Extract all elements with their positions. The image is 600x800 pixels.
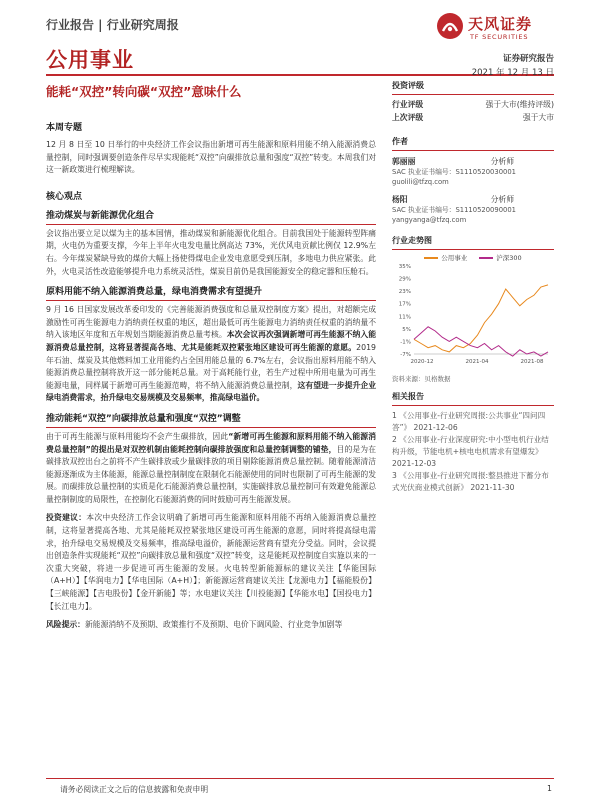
related-report-item[interactable] xyxy=(392,470,554,494)
author-name: 杨阳 xyxy=(392,195,408,204)
y-tick-label: 11% xyxy=(398,314,411,321)
industry-rating-row xyxy=(392,98,554,111)
trend-chart-title: 行业走势图 xyxy=(392,235,554,250)
main-column xyxy=(46,120,376,632)
industry-rating-value: 强于大市(维持评级) xyxy=(485,100,554,109)
y-tick-label: 17% xyxy=(398,301,411,308)
chart-source: 资料来源：贝格数据 xyxy=(392,375,451,383)
section1-divider xyxy=(46,224,376,225)
report-date: 2021 年 12 月 13 日 xyxy=(471,68,554,78)
disclaimer-note: 请务必阅读正文之后的信息披露和免责申明 xyxy=(60,785,209,794)
section2-divider xyxy=(46,300,376,301)
related-list xyxy=(392,410,554,494)
section2-text-c: 2019 年石油、煤炭及其他燃料加工业用能约占全国用能总量的 6.7%左右，会议指出原料用能不纳入能源消费总量控制将放开这一部分能耗总量。对于高耗能行业，若生产过程中所用电量为可再生能源电量，同样属于新增可再生能源范畴，将不纳入能源消费总量控制， xyxy=(46,342,376,390)
page-header xyxy=(46,12,554,74)
y-tick-label: 35% xyxy=(398,264,411,270)
x-tick-label: 2020-12 xyxy=(410,359,434,365)
author-entry xyxy=(392,156,554,187)
related-report-item[interactable] xyxy=(392,410,554,434)
legend-item xyxy=(479,253,521,262)
related-index: 1 xyxy=(392,411,397,420)
industry-rating-label: 行业评级 xyxy=(392,100,424,109)
logo-text-cn: 天风证券 xyxy=(468,15,533,33)
logo-text-en: TF SECURITIES xyxy=(470,33,529,41)
logo-mark-icon xyxy=(436,12,464,40)
related-text: 《公用事业-行业研究周报:整县推进下蓄分布式光伏商业模式创新》 2021-11-30 xyxy=(392,471,549,492)
section1-title: 推动煤炭与新能源优化组合 xyxy=(46,210,155,221)
risk-warning xyxy=(46,619,376,632)
previous-rating-row xyxy=(392,111,554,124)
section2-text-d: 这有望进一步提升企业绿电消费需求，抬升绿电交易规模及交易频率，推高绿电溢价。 xyxy=(46,380,377,403)
report-headline: 能耗“双控”转向碳“双控”意味什么 xyxy=(46,84,242,99)
author-sac: SAC 执业证书编号：S1110520030001 xyxy=(392,168,516,176)
y-tick-label: -1% xyxy=(400,339,411,346)
investment-advice-title: 投资建议： xyxy=(46,513,87,523)
weekly-topic-body: 12 月 8 日至 10 日举行的中央经济工作会议指出新增可再生能源和原料用能不纳入能源消费总量控制，同时强调要创造条件尽早实现能耗“双控”向碳排放总量和强度“双控”转变。本周我们对这一新政策进行梳理解读。 xyxy=(46,140,376,175)
related-report-item[interactable] xyxy=(392,434,554,470)
author-role: 分析师 xyxy=(490,157,514,166)
risk-warning-body: 新能源消纳不及预期、政策推行不及预期、电价下调风险、行业竞争加剧等 xyxy=(84,620,343,630)
y-tick-label: -7% xyxy=(400,352,411,358)
y-tick-label: 23% xyxy=(398,289,411,296)
report-category: 行业报告 | 行业研究周报 xyxy=(46,18,179,32)
x-tick-label: 2021-04 xyxy=(465,359,489,365)
series-line xyxy=(414,327,548,356)
author-role: 分析师 xyxy=(490,195,514,204)
rating-title: 投资评级 xyxy=(392,80,554,95)
trend-chart xyxy=(392,262,554,372)
author-entry xyxy=(392,194,554,225)
section3-title: 推动能耗“双控”向碳排放总量和强度“双控”调整 xyxy=(46,413,241,424)
related-index: 3 xyxy=(392,471,397,480)
section1-body: 会议指出要立足以煤为主的基本国情，推动煤炭和新能源优化组合。目前我国处于能源转型阵痛期，火电仍为重要支撑，今年上半年火电发电量比例高达 73%，光伏风电贡献比例仅 12.9%左右。今年煤炭紧缺导致的煤价大幅上扬使得煤电企业发电意愿受到压制，多地电力供应紧张。此外，火电灵活性改造能够提升电力系统灵活性，煤炭目前仍是我国能源安全的稳定器和压舱石。 xyxy=(46,228,376,276)
authors-title: 作者 xyxy=(392,136,554,151)
investment-advice xyxy=(46,512,376,613)
author-name: 郭丽丽 xyxy=(392,157,416,166)
sidebar xyxy=(392,80,554,494)
trend-chart-svg xyxy=(392,262,554,372)
related-text: 《公用事业-行业深度研究:中小型电机行业结构升级，节能电机+核电电机需求有望爆发》 2021-12-03 xyxy=(392,435,549,468)
author-sac: SAC 执业证书编号：S1110520090001 xyxy=(392,206,516,214)
section2-text-a: 9 月 16 日国家发展改革委印发的《完善能源消费强度和总量双控制度方案》提出，对超额完成激励性可再生能源电力消纳责任权重的地区，超出最低可再生能源电力消纳责任权重的消纳量不纳入该地区年度和五年规划当期能源消费总量考核。 xyxy=(46,305,376,340)
related-index: 2 xyxy=(392,435,397,444)
page-number: 1 xyxy=(547,784,552,793)
y-tick-label: 29% xyxy=(398,276,411,283)
legend-label: 沪深300 xyxy=(496,254,522,262)
section3-text-a: 由于可再生能源与原料用能均不会产生碳排放，因此 xyxy=(46,431,229,441)
section2-title: 原料用能不纳入能源消费总量，绿电消费需求有望提升 xyxy=(46,287,263,298)
related-reports-title: 相关报告 xyxy=(392,391,554,406)
legend-swatch xyxy=(424,257,438,259)
legend-label: 公用事业 xyxy=(441,254,468,262)
investment-advice-body: 本次中央经济工作会议明确了新增可再生能源和原料用能不再纳入能源消费总量控制，这将显著提高各地、尤其是能耗双控紧张地区建设可再生能源的意愿，同时将提高绿电需求，抬升绿电交易规模及交易频率，推高绿电溢价，新能源运营商有望充分受益。同时，会议提出创造条件实现能耗“双控”向碳排放总量和强度“双控”转变，这是能耗双控制度自实施以来的一次重大突破，将进一步促进可再生能源的发展。火电转型新能源标的建议关注【华能国际（A+H）】【华润电力】【华电国际（A+H）】；新能源运营商建议关注【龙源电力】【福能股份】【三峡能源】【吉电股份】【金开新能】等；水电建议关注【川投能源】【华能水电】【国投电力】【长江电力】。 xyxy=(46,513,377,611)
related-text: 《公用事业-行业研究周报:公共事业“四问四答”》 2021-12-06 xyxy=(392,411,546,432)
x-tick-label: 2021-08 xyxy=(520,359,544,365)
legend-swatch xyxy=(479,257,493,259)
section2-text-b: 本次会议再次强调新增可再生能源不纳入能源消费总量控制，这将显著提高各地、尤其是能耗双控紧张地区建设可再生能源的意愿。 xyxy=(46,330,376,352)
y-tick-label: 5% xyxy=(402,326,411,333)
section3-body xyxy=(46,431,376,507)
section3-divider xyxy=(46,427,376,428)
previous-rating-label: 上次评级 xyxy=(392,113,424,122)
chart-legend xyxy=(392,253,554,262)
legend-item xyxy=(424,253,467,262)
core-views-title: 核心观点 xyxy=(46,191,83,202)
section2-body xyxy=(46,304,376,405)
brand-logo xyxy=(436,12,554,46)
weekly-topic-title: 本周专题 xyxy=(46,123,83,133)
footer-divider xyxy=(46,778,554,779)
section3-text-b: “新增可再生能源和原料用能不纳入能源消费总量控制”的提出是对双控机制由能耗控制向碳排放强度和总量控制调整的铺垫， xyxy=(46,431,377,454)
previous-rating-value: 强于大市 xyxy=(522,113,554,122)
sector-title: 公用事业 xyxy=(46,48,134,72)
report-type: 证券研究报告 xyxy=(502,54,554,64)
author-email[interactable]: guolili@tfzq.com xyxy=(392,178,449,186)
section3-text-c: 目的是为在碳排放双控出台之前将不产生碳排放或少量碳排放的项目剔除能源消费总量控制。随着能源清洁能源逐渐成为主体能源，能源总量控制制度在限制化石能源使用的同时也限制了可再生能源的发展。而碳排放总量控制的实质是化石能源消费总量控制，实施碳排放总量控制可有效避免能源总量控制制度的局限性，在控制化石能源消费的同时鼓励可再生能源发展。 xyxy=(46,444,377,504)
author-email[interactable]: yangyanga@tfzq.com xyxy=(392,216,467,224)
risk-warning-title: 风险提示： xyxy=(46,620,85,630)
series-line xyxy=(414,285,548,352)
